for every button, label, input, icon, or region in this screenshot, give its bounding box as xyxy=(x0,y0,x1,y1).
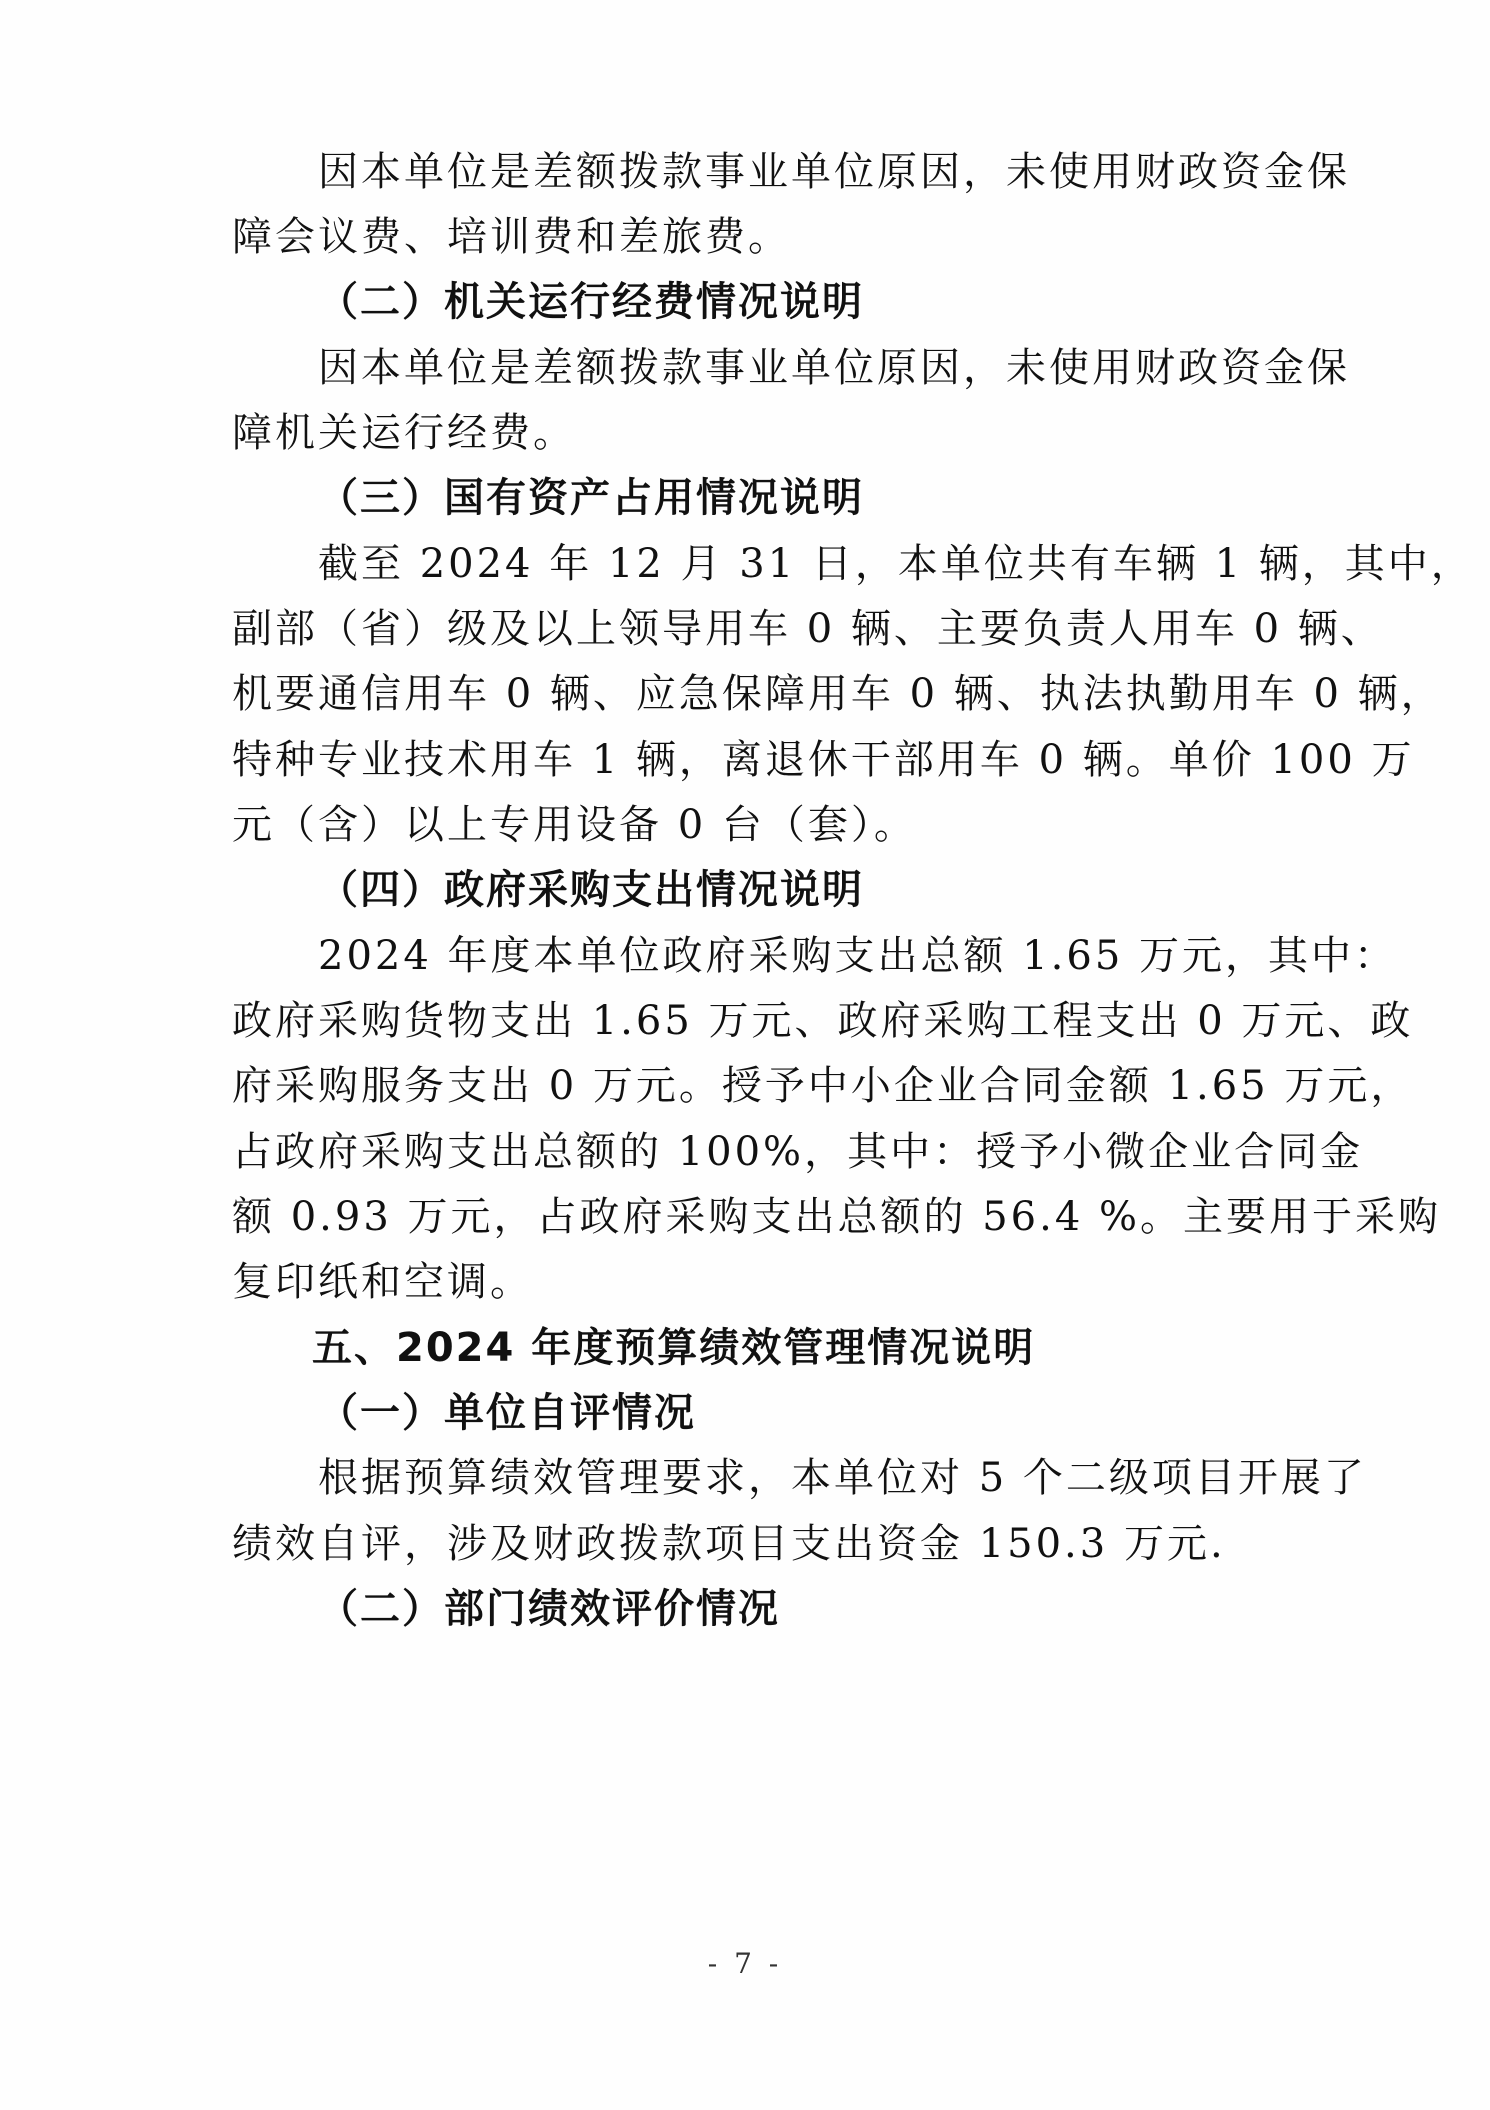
paragraph-line: 特种专业技术用车 1 辆，离退休干部用车 0 辆。单价 100 万 xyxy=(232,737,1415,783)
sub-heading-4: （四）政府采购支出情况说明 xyxy=(318,867,864,913)
page-number: - 7 - xyxy=(707,1947,783,1980)
sub-heading-3: （三）国有资产占用情况说明 xyxy=(318,475,864,521)
paragraph-line: 障机关运行经费。 xyxy=(232,410,576,456)
paragraph-line: 机要通信用车 0 辆、应急保障用车 0 辆、执法执勤用车 0 辆， xyxy=(232,671,1444,717)
paragraph-line: 2024 年度本单位政府采购支出总额 1.65 万元，其中： xyxy=(318,933,1398,979)
paragraph-line: 府采购服务支出 0 万元。授予中小企业合同金额 1.65 万元， xyxy=(232,1063,1414,1109)
section-heading-5: 五、2024 年度预算绩效管理情况说明 xyxy=(312,1325,1036,1371)
paragraph-line: 占政府采购支出总额的 100%，其中：授予小微企业合同金 xyxy=(232,1129,1364,1175)
paragraph-line: 截至 2024 年 12 月 31 日，本单位共有车辆 1 辆，其中， xyxy=(318,541,1474,587)
paragraph-line: 政府采购货物支出 1.65 万元、政府采购工程支出 0 万元、政 xyxy=(232,998,1414,1044)
sub-heading-5-2: （二）部门绩效评价情况 xyxy=(318,1586,780,1632)
paragraph-line: 障会议费、培训费和差旅费。 xyxy=(232,214,791,260)
paragraph-line: 因本单位是差额拨款事业单位原因，未使用财政资金保 xyxy=(318,149,1350,195)
paragraph-line: 绩效自评，涉及财政拨款项目支出资金 150.3 万元. xyxy=(232,1521,1226,1567)
paragraph-line: 元（含）以上专用设备 0 台（套）。 xyxy=(232,802,917,848)
sub-heading-2: （二）机关运行经费情况说明 xyxy=(318,279,864,325)
paragraph-line: 额 0.93 万元，占政府采购支出总额的 56.4 %。主要用于采购 xyxy=(232,1194,1441,1240)
sub-heading-5-1: （一）单位自评情况 xyxy=(318,1390,696,1436)
paragraph-line: 复印纸和空调。 xyxy=(232,1259,533,1305)
paragraph-line: 根据预算绩效管理要求，本单位对 5 个二级项目开展了 xyxy=(318,1455,1367,1501)
paragraph-line: 因本单位是差额拨款事业单位原因，未使用财政资金保 xyxy=(318,345,1350,391)
paragraph-line: 副部（省）级及以上领导用车 0 辆、主要负责人用车 0 辆、 xyxy=(232,606,1384,652)
